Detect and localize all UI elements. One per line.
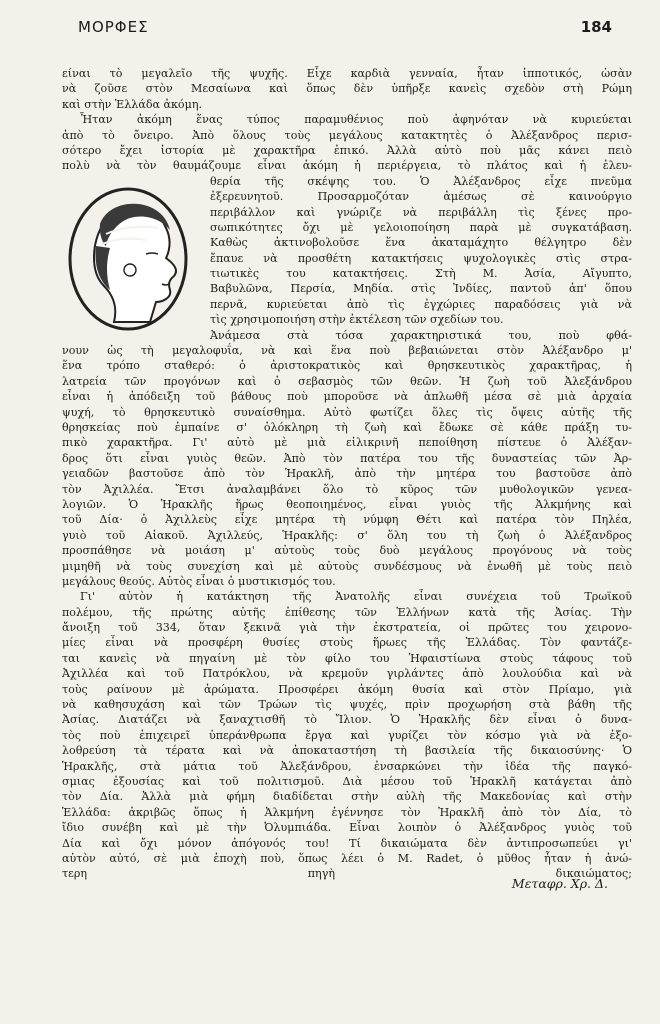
text-line: νὰ ζοῦσε στὸν Μεσαίωνα καὶ ὅπως δὲν ὑπῆρξε κανεὶς σχεδὸν στὴ Ρώμη <box>62 82 632 96</box>
text-line: Ἀχιλλέα καὶ τοῦ Πατρόκλου, νὰ κρεμοῦν γιρλάντες ἀπὸ λουλούδια καὶ νὰ <box>62 667 632 681</box>
text-line: ἕνα τρόπο σταθερό: ὁ ἀριστοκρατικὸς καὶ θρησκευτικὸς χαρακτῆρας, ἡ <box>62 359 632 373</box>
text-line: ἄνοιξη τοῦ 334, ὅταν ξεκινᾶ γιὰ τὴν ἐκστρατεία, οἱ πρῶτες του χειρονο- <box>62 621 632 635</box>
text-line: Καθὼς ἀκτινοβολοῦσε ἕνα ἀκαταμάχητο θέλγητρο δὲν <box>210 236 632 250</box>
text-line: Ἦταν ἀκόμη ἕνας τύπος παραμυθένιος ποὺ ἀφηνόταν νὰ κυριεύεται <box>80 113 632 127</box>
text-line: εἶναι ἡ ἀπόδειξη τοῦ βάθους ποὺ μποροῦσε νὰ ἁπλωθῆ μέσα σὲ μιὰ ἀρχαία <box>62 390 632 404</box>
text-line: σότερο ἔχει ἱστορία μὲ χαρακτῆρα ἐπικό. Ἀλλὰ αὐτὸ ποὺ μᾶς κάνει πειὸ <box>62 143 632 157</box>
text-line: τοὺς ραίνουν μὲ ἀρώματα. Προσφέρει ἀκόμη θυσία καὶ στὸν Πρίαμο, γιὰ <box>62 682 632 696</box>
text-line: τὸν Δία. Ἀλλὰ μιὰ φήμη διαδίδεται στὴν αὐλὴ τῆς Μακεδονίας καὶ στὴν <box>62 790 632 804</box>
text-line: τὸν Ἀχιλλέα. Ἔτσι ἀναλαμβάνει ὅλο τὸ κῦρος τῶν μυθολογικῶν γενεα- <box>62 482 632 496</box>
text-line: πολὺ νὰ τὸν θαυμάζουμε εἶναι ἀκόμη ἡ περιέργεια, τὸ πλάτος καὶ ἡ ἐλευ- <box>62 159 632 173</box>
text-line: λοθρεύση τὰ τέρατα καὶ νὰ ἀποκαταστήση τὴ βασιλεία τῆς δικαιοσύνης· Ὁ <box>62 744 632 758</box>
text-line: περιβάλλον καὶ γνώριζε νὰ περιβάλλη τὶς ξένες προ- <box>210 205 632 219</box>
text-line: καὶ στὴν Ἑλλάδα ἀκόμη. <box>62 97 202 111</box>
page-number: 184 <box>580 18 612 36</box>
text-line: Γι' αὐτὸν ἡ κατάκτηση τῆς Ἀνατολῆς εἶναι συνέχεια τοῦ Τρωϊκοῦ <box>80 590 632 604</box>
text-line: ψυχή, τὸ θρησκευτικὸ συναίσθημα. Αὐτὸ φωτίζει ὅλες τὶς ὄψεις αὐτῆς τῆς <box>62 405 632 419</box>
translator-credit: Μεταφρ. Χρ. Δ. <box>511 876 608 891</box>
text-line: λογιῶν. Ὁ Ἡρακλῆς ἥρως θεοποιημένος, εἶναι γυιὸς τῆς Ἀλκμήνης καὶ <box>62 497 632 511</box>
text-line: Ἀνάμεσα στὰ τόσα χαρακτηριστικά του, ποὺ φθά- <box>210 328 632 342</box>
text-line: είναι τὸ μεγαλεῖο τῆς ψυχῆς. Εἶχε καρδιὰ γενναία, ἦταν ἱπποτικός, ὡσὰν <box>62 67 632 80</box>
text-line: τερη πηγὴ δικαιώματος; <box>62 867 632 881</box>
text-line: ἐξερευνητοῦ. Προσαρμοζόταν ἀμέσως σὲ καινούργιο <box>210 190 632 204</box>
text-line: τὸς ποὺ ἐπιχειρεῖ ὑπεράνθρωπα ἔργα καὶ γυρίζει τὸν κόσμο γιὰ νὰ ἐξο- <box>62 728 632 742</box>
text-line: δρος ὅτι εἶναι γυιὸς θεῶν. Ἀπὸ τὸν πατέρα του τῆς δυναστείας τῶν Ἀρ- <box>62 451 632 465</box>
text-line: γυιὸ τοῦ Αἰακοῦ. Ἀχιλλεύς, Ἡρακλῆς: σ' ὅλη του τὴ ζωὴ ὁ Ἀλέξανδρος <box>62 528 632 542</box>
text-line: τὶς χρησιμοποιήση στὴν ἐκτέλεση τῶν σχεδίων του. <box>210 313 504 327</box>
text-line: Ἡρακλῆς, στὰ μάτια τοῦ Ἀλεξάνδρου, ἐνσαρκώνει τὴν ἰδέα τῆς παγκό- <box>62 759 632 773</box>
page-header <box>78 18 612 42</box>
text-line: Ἑλλάδα: ἀκριβῶς ὅπως ἡ Ἀλκμήνη ἐγέννησε τὸν Ἡρακλῆ ἀπὸ τὸν Δία, τὸ <box>62 805 632 819</box>
text-line: Ἀσίας. Διατάζει νὰ ξαναχτισθῆ τὸ Ἴλιον. Ὁ Ἡρακλῆς δὲν εἶναι ὁ δυνα- <box>62 713 632 727</box>
text-line: τοῦ Δία· ὁ Ἀχιλλεὺς εἶχε μητέρα τὴ νύμφη Θέτι καὶ πατέρα τὸν Πηλέα, <box>62 513 632 527</box>
text-line: ἴδιο συνέβη καὶ μὲ τὴν Ὀλυμπιάδα. Εἶναι λοιπὸν ὁ Ἀλέξανδρος γυιὸς τοῦ <box>62 821 632 835</box>
article-body <box>62 66 632 897</box>
text-line: τιωτικὲς του κατακτήσεις. Στὴ Μ. Ἀσία, Αἴγυπτο, <box>210 267 632 281</box>
text-line: ἔπαυε νὰ προσθέτη κατακτήσεις ψυχολογικὲς στὶς στρα- <box>210 251 632 265</box>
text-line: μεγάλους θεούς. Αὐτὸς εἶναι ὁ μυστικισμός του. <box>62 574 336 588</box>
text-line: πολέμου, τῆς πρώτης αὐτῆς ἐπίθεσης τῶν Ἑλλήνων κατὰ τῆς Ἀσίας. Τὴν <box>62 605 632 619</box>
text-line: θρησκείας ποὺ ἐμπαίνε σ' ὁλόκληρη τὴ ζωὴ καὶ ἔδωκε σὲ κάθε πράξη τυ- <box>62 420 632 434</box>
running-title: ΜΟΡΦΕΣ <box>78 18 149 36</box>
text-line: μιμηθῆ νὰ τοὺς συνεχίση καὶ μὲ αὐτοὺς συνδέσμους νὰ ἑνωθῆ μὲ τοὺς πειὸ <box>62 559 632 573</box>
text-line: περνᾶ, κυριεύεται ἀπὸ τὶς ἐγχώριες παραδόσεις γιὰ νὰ <box>210 297 632 311</box>
text-line: Βαβυλῶνα, Περσία, Μηδία. στὶς Ἰνδίες, παντοῦ ἀπ' ὅπου <box>210 282 632 296</box>
text-line: νουν ὡς τὴ μεγαλοφυΐα, νὰ καὶ ἕνα ποὺ βεβαιώνεται στὸν Ἀλέξανδρο μ' <box>62 344 632 358</box>
text-line: αὐτὸν αὐτό, σὲ μιὰ ἐποχὴ ποὺ, ὅπως λέει ὁ M. Radet, ὁ μῦθος ἦταν ἡ ἀνώ- <box>62 851 632 865</box>
text-line: πικὸ χαρακτῆρα. Γι' αὐτὸ μὲ μιὰ εἰλικρινῆ πεποίθηση πίστευε ὁ Ἀλέξαν- <box>62 436 632 450</box>
text-line: νὰ καθησυχάση καὶ τῶν Τρώων τὶς ψυχές, πρὶν προχωρήση στὰ βάθη τῆς <box>62 698 632 712</box>
text-line: σωπικότητες ὄχι μὲ γελοιοποίηση παρὰ μὲ συγκατάβαση. <box>210 220 632 234</box>
text-line: θερία τῆς σκέψης του. Ὁ Ἀλέξανδρος εἶχε πνεῦμα <box>210 174 632 188</box>
text-line: προσπάθησε νὰ μοιάση μ' αὐτοὺς τοὺς δυὸ μεγάλους προγόνους νὰ τοὺς <box>62 544 632 558</box>
text-line: γειαδῶν βαστοῦσε ἀπὸ τὸν Ἡρακλῆ, ἀπὸ τὴν μητέρα του βαστοῦσε ἀπὸ <box>62 467 632 481</box>
text-line: ἀπὸ τὸ ὄνειρο. Ἀπὸ ὅλους τοὺς μεγάλους κατακτητὲς ὁ Ἀλέξανδρος περισ- <box>62 128 632 142</box>
text-line: σμιας ἐξουσίας καὶ τοῦ πολιτισμοῦ. Διὰ μέσου τοῦ Ἡρακλῆ κατάγεται ἀπὸ <box>62 774 632 788</box>
text-line: ται κανεὶς νὰ πηγαίνη μὲ τὸν φίλο του Ἡφαιστίωνα στοὺς τάφους τοῦ <box>62 651 632 665</box>
text-line: λατρεία τῶν προγόνων καὶ ὁ σεβασμὸς τῶν θεῶν. Ἡ ζωὴ τοῦ Ἀλεξάνδρου <box>62 374 632 388</box>
text-line: Δία καὶ ὄχι μόνον ἀπόγονός του! Τί δικαιώματα δὲν ἀντιπροσωπεύει γι' <box>62 836 632 850</box>
text-line: μίες εἶναι νὰ προσφέρη θυσίες στοὺς ἥρωες τῆς Ἑλλάδας. Τὸν φαντάζε- <box>62 636 632 650</box>
